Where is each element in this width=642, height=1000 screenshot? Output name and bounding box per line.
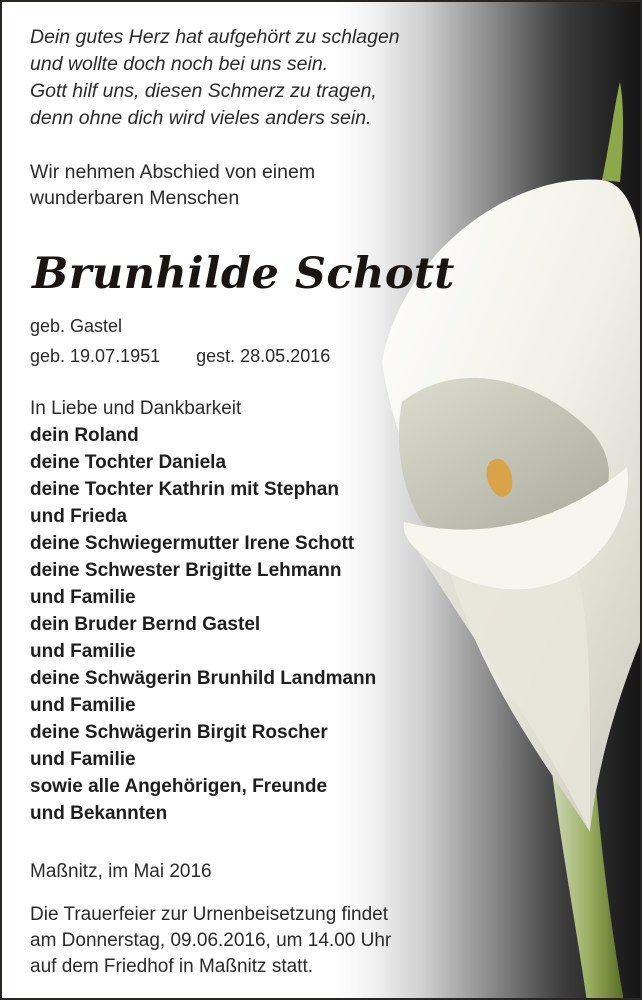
birth-date: geb. 19.07.1951 — [30, 346, 161, 366]
mourner-line: und Familie — [30, 749, 136, 770]
mourner-line: deine Schwiegermutter Irene Schott — [30, 533, 355, 554]
mourner-line: deine Tochter Kathrin mit Stephan — [30, 479, 339, 500]
funeral-line: am Donnerstag, 09.06.2016, um 14.00 Uhr — [30, 930, 392, 951]
poem-line: und wollte doch noch bei uns sein. — [30, 53, 329, 75]
place-date: Maßnitz, im Mai 2016 — [30, 861, 212, 882]
poem — [30, 24, 450, 132]
mourner-line: deine Schwester Brigitte Lehmann — [30, 560, 342, 581]
mourner-line: deine Schwägerin Brunhild Landmann — [30, 668, 377, 689]
mourners-intro: In Liebe und Dankbarkeit — [30, 398, 242, 419]
mourner-line: sowie alle Angehörigen, Freunde — [30, 776, 328, 797]
mourner-line: dein Roland — [30, 425, 139, 446]
mourner-line: und Familie — [30, 587, 136, 608]
death-date: gest. 28.05.2016 — [196, 346, 331, 366]
mourners-list — [30, 395, 376, 827]
farewell-text — [30, 159, 315, 211]
mourner-line: dein Bruder Bernd Gastel — [30, 614, 261, 635]
poem-line: Dein gutes Herz hat aufgehört zu schlagen — [30, 26, 400, 48]
mourner-line: und Familie — [30, 695, 136, 716]
mourner-line: und Bekannten — [30, 803, 168, 824]
funeral-line: auf dem Friedhof in Maßnitz statt. — [30, 956, 314, 977]
poem-line: denn ohne dich wird vieles anders sein. — [30, 107, 372, 129]
mourner-line: und Familie — [30, 641, 136, 662]
funeral-line: Die Trauerfeier zur Urnenbeisetzung findet — [30, 904, 389, 925]
funeral-notice — [30, 902, 391, 980]
maiden-name: geb. Gastel — [30, 316, 123, 336]
farewell-line: wunderbaren Menschen — [30, 187, 240, 209]
mourner-line: deine Schwägerin Birgit Roscher — [30, 722, 328, 743]
poem-line: Gott hilf uns, diesen Schmerz zu tragen, — [30, 80, 377, 102]
farewell-line: Wir nehmen Abschied von einem — [30, 161, 316, 183]
life-dates — [30, 344, 330, 368]
deceased-name: Brunhilde Schott — [32, 249, 455, 299]
mourner-line: deine Tochter Daniela — [30, 452, 227, 473]
mourner-line: und Frieda — [30, 506, 128, 527]
